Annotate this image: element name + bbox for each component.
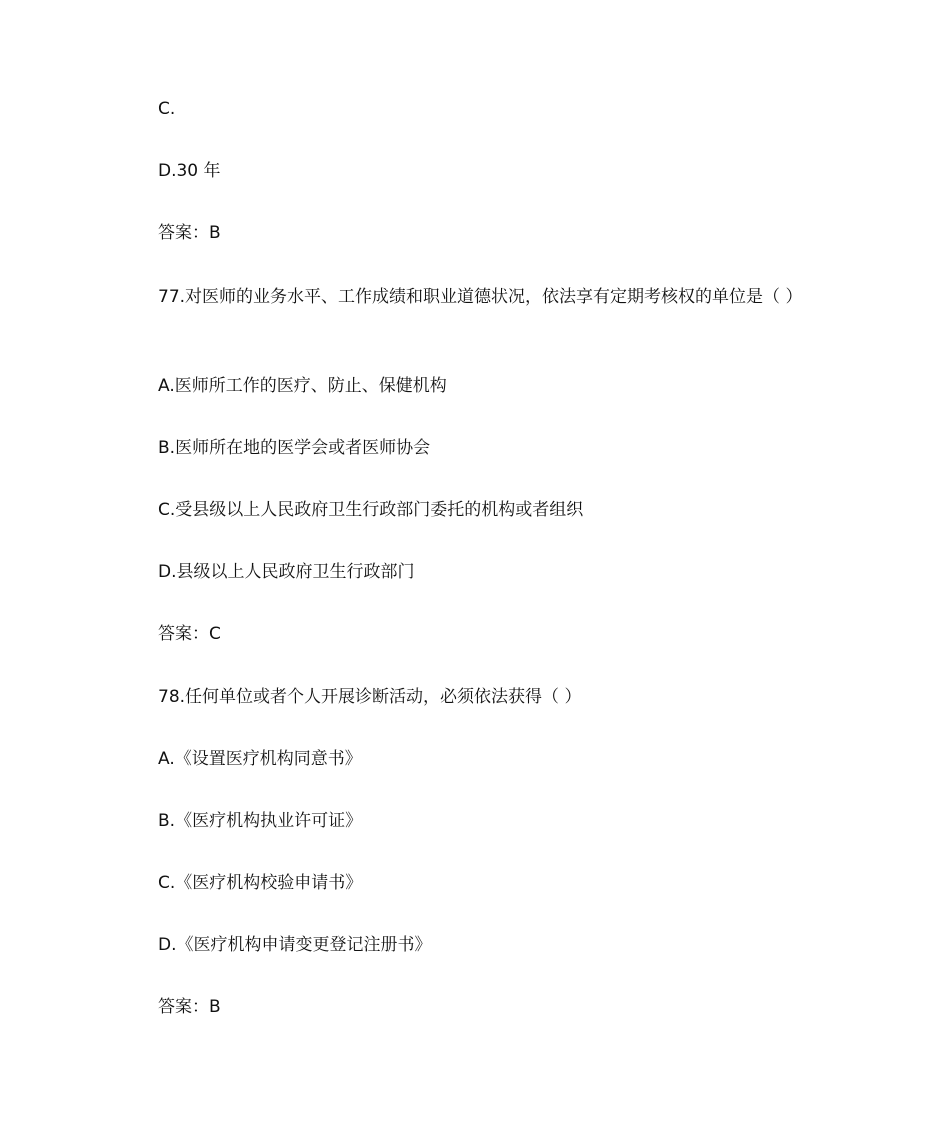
q76-answer: 答案：B [158,223,221,243]
q77-option-a: A.医师所工作的医疗、防止、保健机构 [158,376,447,396]
q78-option-b: B.《医疗机构执业许可证》 [158,811,363,831]
q77-question: 77.对医师的业务水平、工作成绩和职业道德状况，依法享有定期考核权的单位是（ ） [158,287,803,307]
q76-option-d: D.30 年 [158,161,221,181]
q78-question: 78.任何单位或者个人开展诊断活动，必须依法获得（ ） [158,687,582,707]
q76-option-c: C. [158,99,176,119]
q77-option-b: B.医师所在地的医学会或者医师协会 [158,438,431,458]
q78-answer: 答案：B [158,997,221,1017]
q77-option-d: D.县级以上人民政府卫生行政部门 [158,562,415,582]
q78-option-c: C.《医疗机构校验申请书》 [158,873,363,893]
q78-option-d: D.《医疗机构申请变更登记注册书》 [158,935,432,955]
q78-option-a: A.《设置医疗机构同意书》 [158,749,362,769]
q77-answer: 答案：C [158,624,221,644]
q77-option-c: C.受县级以上人民政府卫生行政部门委托的机构或者组织 [158,500,584,520]
